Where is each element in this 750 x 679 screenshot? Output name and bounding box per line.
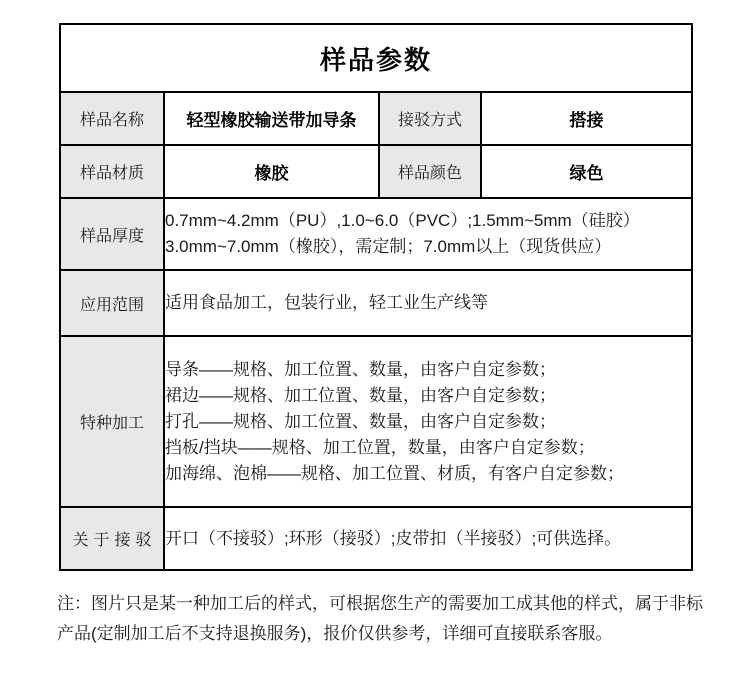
value-about-connection: 开口（不接驳）;环形（接驳）;皮带扣（半接驳）;可供选择。 [164, 507, 692, 570]
value-application-range: 适用食品加工，包装行业，轻工业生产线等 [164, 270, 692, 336]
special-processing-line: 裙边——规格、加工位置、数量，由客户自定参数； [165, 385, 556, 405]
special-processing-line: 加海绵、泡棉——规格、加工位置、材质，有客户自定参数； [165, 463, 624, 483]
thickness-line: 0.7mm~4.2mm（PU）,1.0~6.0（PVC）;1.5mm~5mm（硅胶） [165, 211, 640, 230]
special-processing-line: 打孔——规格、加工位置、数量，由客户自定参数； [165, 411, 556, 431]
value-sample-material: 橡胶 [164, 145, 379, 198]
label-sample-material: 样品材质 [60, 145, 164, 198]
table-row [60, 270, 692, 336]
label-about-connection: 关于接驳 [60, 507, 164, 570]
footer-note-line: 产品(定制加工后不支持退换服务)，报价仅供参考，详细可直接联系客服。 [57, 624, 613, 643]
table-row [60, 145, 692, 198]
table-row [60, 336, 692, 507]
value-sample-color: 绿色 [481, 145, 692, 198]
sample-parameters-table [59, 23, 693, 571]
thickness-line: 3.0mm~7.0mm（橡胶），需定制；7.0mm以上（现货供应） [165, 237, 612, 256]
label-special-processing: 特种加工 [60, 336, 164, 507]
value-sample-thickness [164, 198, 692, 270]
special-processing-line: 挡板/挡块——规格、加工位置，数量，由客户自定参数； [165, 437, 595, 457]
special-processing-line: 导条——规格、加工位置、数量，由客户自定参数； [165, 359, 556, 379]
footer-note-line: 注：图片只是某一种加工后的样式，可根据您生产的需要加工成其他的样式，属于非标 [57, 594, 703, 613]
label-connection-method: 接驳方式 [379, 92, 481, 145]
value-special-processing [164, 336, 692, 507]
value-sample-name: 轻型橡胶输送带加导条 [164, 92, 379, 145]
label-sample-color: 样品颜色 [379, 145, 481, 198]
label-sample-thickness: 样品厚度 [60, 198, 164, 270]
value-connection-method: 搭接 [481, 92, 692, 145]
table-row [60, 198, 692, 270]
table-row [60, 507, 692, 570]
table-row [60, 92, 692, 145]
label-sample-name: 样品名称 [60, 92, 164, 145]
table-title-row [60, 24, 692, 92]
table-title: 样品参数 [60, 24, 692, 92]
footer-note [57, 589, 705, 649]
label-application-range: 应用范围 [60, 270, 164, 336]
